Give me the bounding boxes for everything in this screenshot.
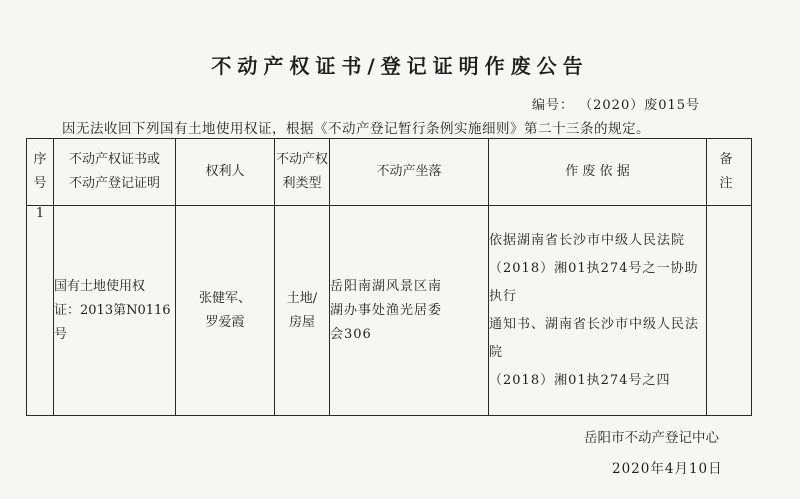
- issuing-organization: 岳阳市不动产登记中心: [584, 430, 719, 446]
- header-type-line-1: 不动产权: [275, 152, 328, 167]
- cell-cert: [54, 206, 176, 416]
- header-cert: [54, 139, 176, 206]
- header-type-line-2: 利类型: [282, 176, 322, 191]
- cert-line-2: 证：2013第N0116: [54, 302, 171, 318]
- holder-line-2: 罗爱霞: [205, 314, 245, 330]
- header-holder: 权利人: [176, 139, 275, 206]
- header-seq-line-1: 序: [33, 152, 47, 167]
- cell-holder: [176, 206, 275, 416]
- cell-seq: 1: [27, 206, 54, 416]
- cell-notes: [707, 206, 752, 416]
- header-location: 不动产坐落: [330, 139, 489, 206]
- intro-paragraph: 因无法收回下列国有土地使用权证，根据《不动产登记暂行条例实施细则》第二十三条的规定。: [62, 121, 650, 137]
- basis-line-3: 通知书、湖南省长沙市中级人民法院: [489, 316, 700, 360]
- void-certificate-table: [26, 138, 752, 416]
- header-basis: 作 废 依 据: [489, 139, 707, 206]
- header-cert-line-1: 不动产权证书或: [68, 152, 160, 167]
- page-title: 不动产权证书/登记证明作废公告: [211, 54, 589, 78]
- header-seq-line-2: 号: [33, 176, 47, 191]
- header-notes-line-2: 注: [719, 176, 739, 191]
- cert-line-1: 国有土地使用权: [54, 278, 146, 294]
- basis-line-2: （2018）湘01执274号之一协助执行: [489, 260, 699, 304]
- type-line-2: 房屋: [288, 314, 315, 330]
- cert-line-3: 号: [54, 326, 68, 342]
- cell-basis: [489, 206, 707, 416]
- location-line-2: 湖办事处渔光居委: [330, 302, 443, 318]
- cell-location: [330, 206, 489, 416]
- location-line-1: 岳阳南湖风景区南: [330, 278, 443, 294]
- header-notes-line-1: 备: [719, 152, 739, 167]
- document-number: 编号： （2020）废015号: [532, 98, 701, 113]
- header-right-type: [275, 139, 330, 206]
- type-line-1: 土地/: [286, 290, 318, 306]
- header-notes: [707, 139, 752, 206]
- holder-line-1: 张健军、: [198, 290, 251, 306]
- header-seq: [27, 139, 54, 206]
- issue-date: 2020年4月10日: [612, 461, 723, 477]
- basis-line-4: （2018）湘01执274号之四: [489, 372, 671, 388]
- basis-line-1: 依据湖南省长沙市中级人民法院: [489, 232, 686, 248]
- table-header-row: [27, 139, 752, 206]
- table-row: [27, 206, 752, 416]
- header-cert-line-2: 不动产登记证明: [68, 176, 160, 191]
- cell-right-type: [275, 206, 330, 416]
- location-line-3: 会306: [330, 326, 372, 342]
